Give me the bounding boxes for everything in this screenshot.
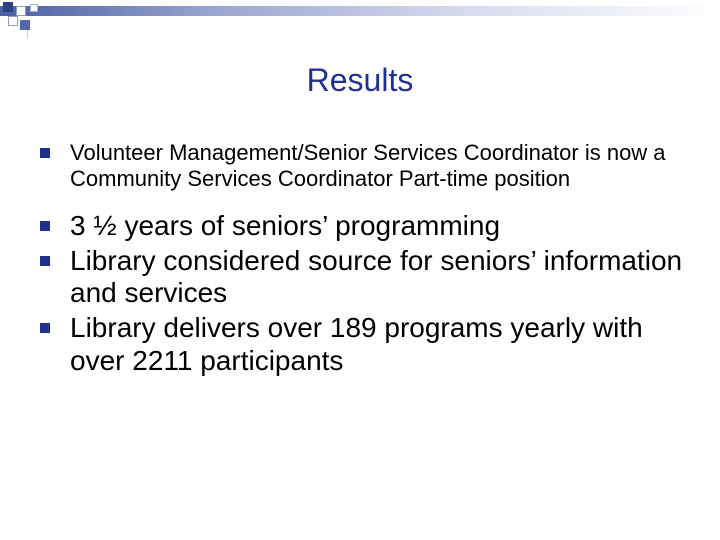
gradient-bar — [0, 6, 720, 16]
list-item — [40, 210, 690, 243]
square-bullet-icon — [40, 256, 50, 266]
slide-title: Results — [306, 62, 414, 98]
decorative-top-band — [0, 0, 720, 38]
bullet-text: Library delivers over 189 programs yearly with over 2211 participants — [70, 312, 643, 376]
list-item — [40, 140, 690, 192]
corner-square-icon — [30, 4, 38, 12]
list-item — [40, 312, 690, 378]
corner-square-icon — [16, 6, 26, 16]
divider — [27, 30, 28, 38]
bullet-text: 3 ½ years of seniors’ programming — [70, 209, 501, 241]
corner-square-icon — [3, 2, 13, 12]
square-bullet-icon — [40, 221, 50, 231]
bullet-text: Library considered source for seniors’ information and services — [70, 244, 683, 309]
square-bullet-icon — [40, 148, 50, 158]
bullet-list — [40, 140, 690, 380]
bullet-text: Volunteer Management/Senior Services Coordinator is now a Community Services Coordinator Part-time position — [70, 140, 666, 191]
corner-square-icon — [8, 16, 18, 26]
square-bullet-icon — [40, 323, 50, 333]
list-item — [40, 245, 690, 311]
corner-square-icon — [20, 20, 30, 30]
